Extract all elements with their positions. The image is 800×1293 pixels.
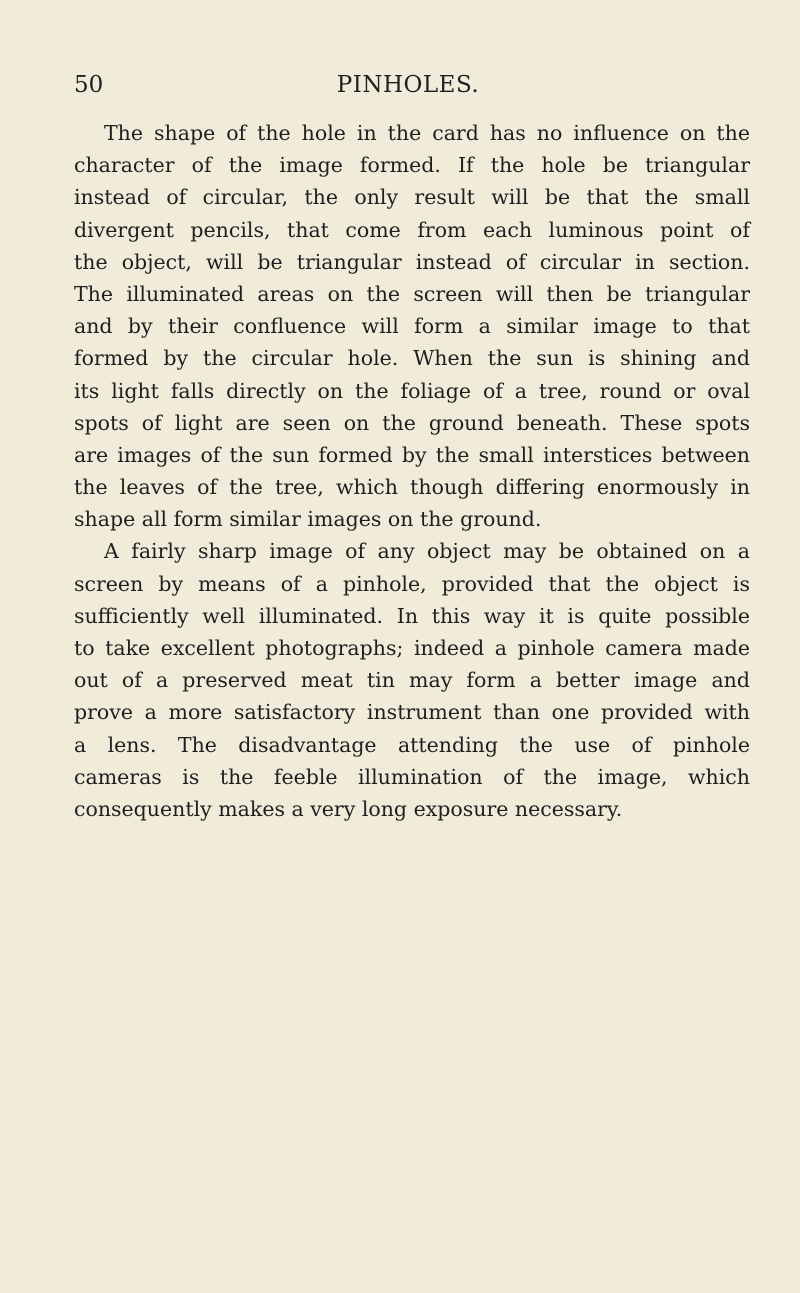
text-line: are images of the sun formed by the small interstices between: [74, 442, 750, 467]
text-line: to take excellent photographs; indeed a pinhole camera made: [74, 636, 750, 660]
text-line: shape all form similar images on the ground.: [74, 507, 542, 532]
text-line: its light falls directly on the foliage of a tree, round or oval: [74, 378, 750, 403]
text-line: sufficiently well illuminated. In this way it is quite possible: [74, 603, 750, 628]
text-line: The illuminated areas on the screen will then be triangular: [74, 281, 750, 306]
text-line: A fairly sharp image of any object may be obtained on a: [104, 539, 750, 564]
text-line: the leaves of the tree, which though differing enormously in: [74, 475, 750, 500]
text-line: spots of light are seen on the ground beneath. These spots: [74, 410, 750, 435]
text-line: screen by means of a pinhole, provided that the object is: [74, 571, 750, 596]
text-line: and by their confluence will form a similar image to that: [74, 314, 750, 339]
text-line: The shape of the hole in the card has no influence on the: [104, 121, 750, 145]
text-line: divergent pencils, that come from each luminous point of: [74, 217, 750, 242]
text-line: character of the image formed. If the hole be triangular: [74, 153, 750, 178]
running-head: [74, 72, 742, 108]
body-text: [74, 117, 750, 825]
text-line: instead of circular, the only result will be that the small: [74, 185, 750, 210]
paragraph-2: [74, 535, 750, 825]
text-line: formed by the circular hole. When the sun is shining and: [74, 346, 750, 371]
text-line: cameras is the feeble illumination of the image, which: [74, 764, 750, 789]
text-line: prove a more satisfactory instrument than one provided with: [74, 700, 750, 725]
text-line: the object, will be triangular instead of circular in section.: [74, 249, 750, 274]
page-number: 50: [74, 72, 104, 98]
paragraph-1: [74, 117, 750, 535]
page-heading: PINHOLES.: [336, 72, 480, 98]
text-line: out of a preserved meat tin may form a better image and: [74, 668, 750, 693]
text-line: a lens. The disadvantage attending the use of pinhole: [74, 732, 750, 757]
text-line: consequently makes a very long exposure necessary.: [74, 796, 623, 821]
